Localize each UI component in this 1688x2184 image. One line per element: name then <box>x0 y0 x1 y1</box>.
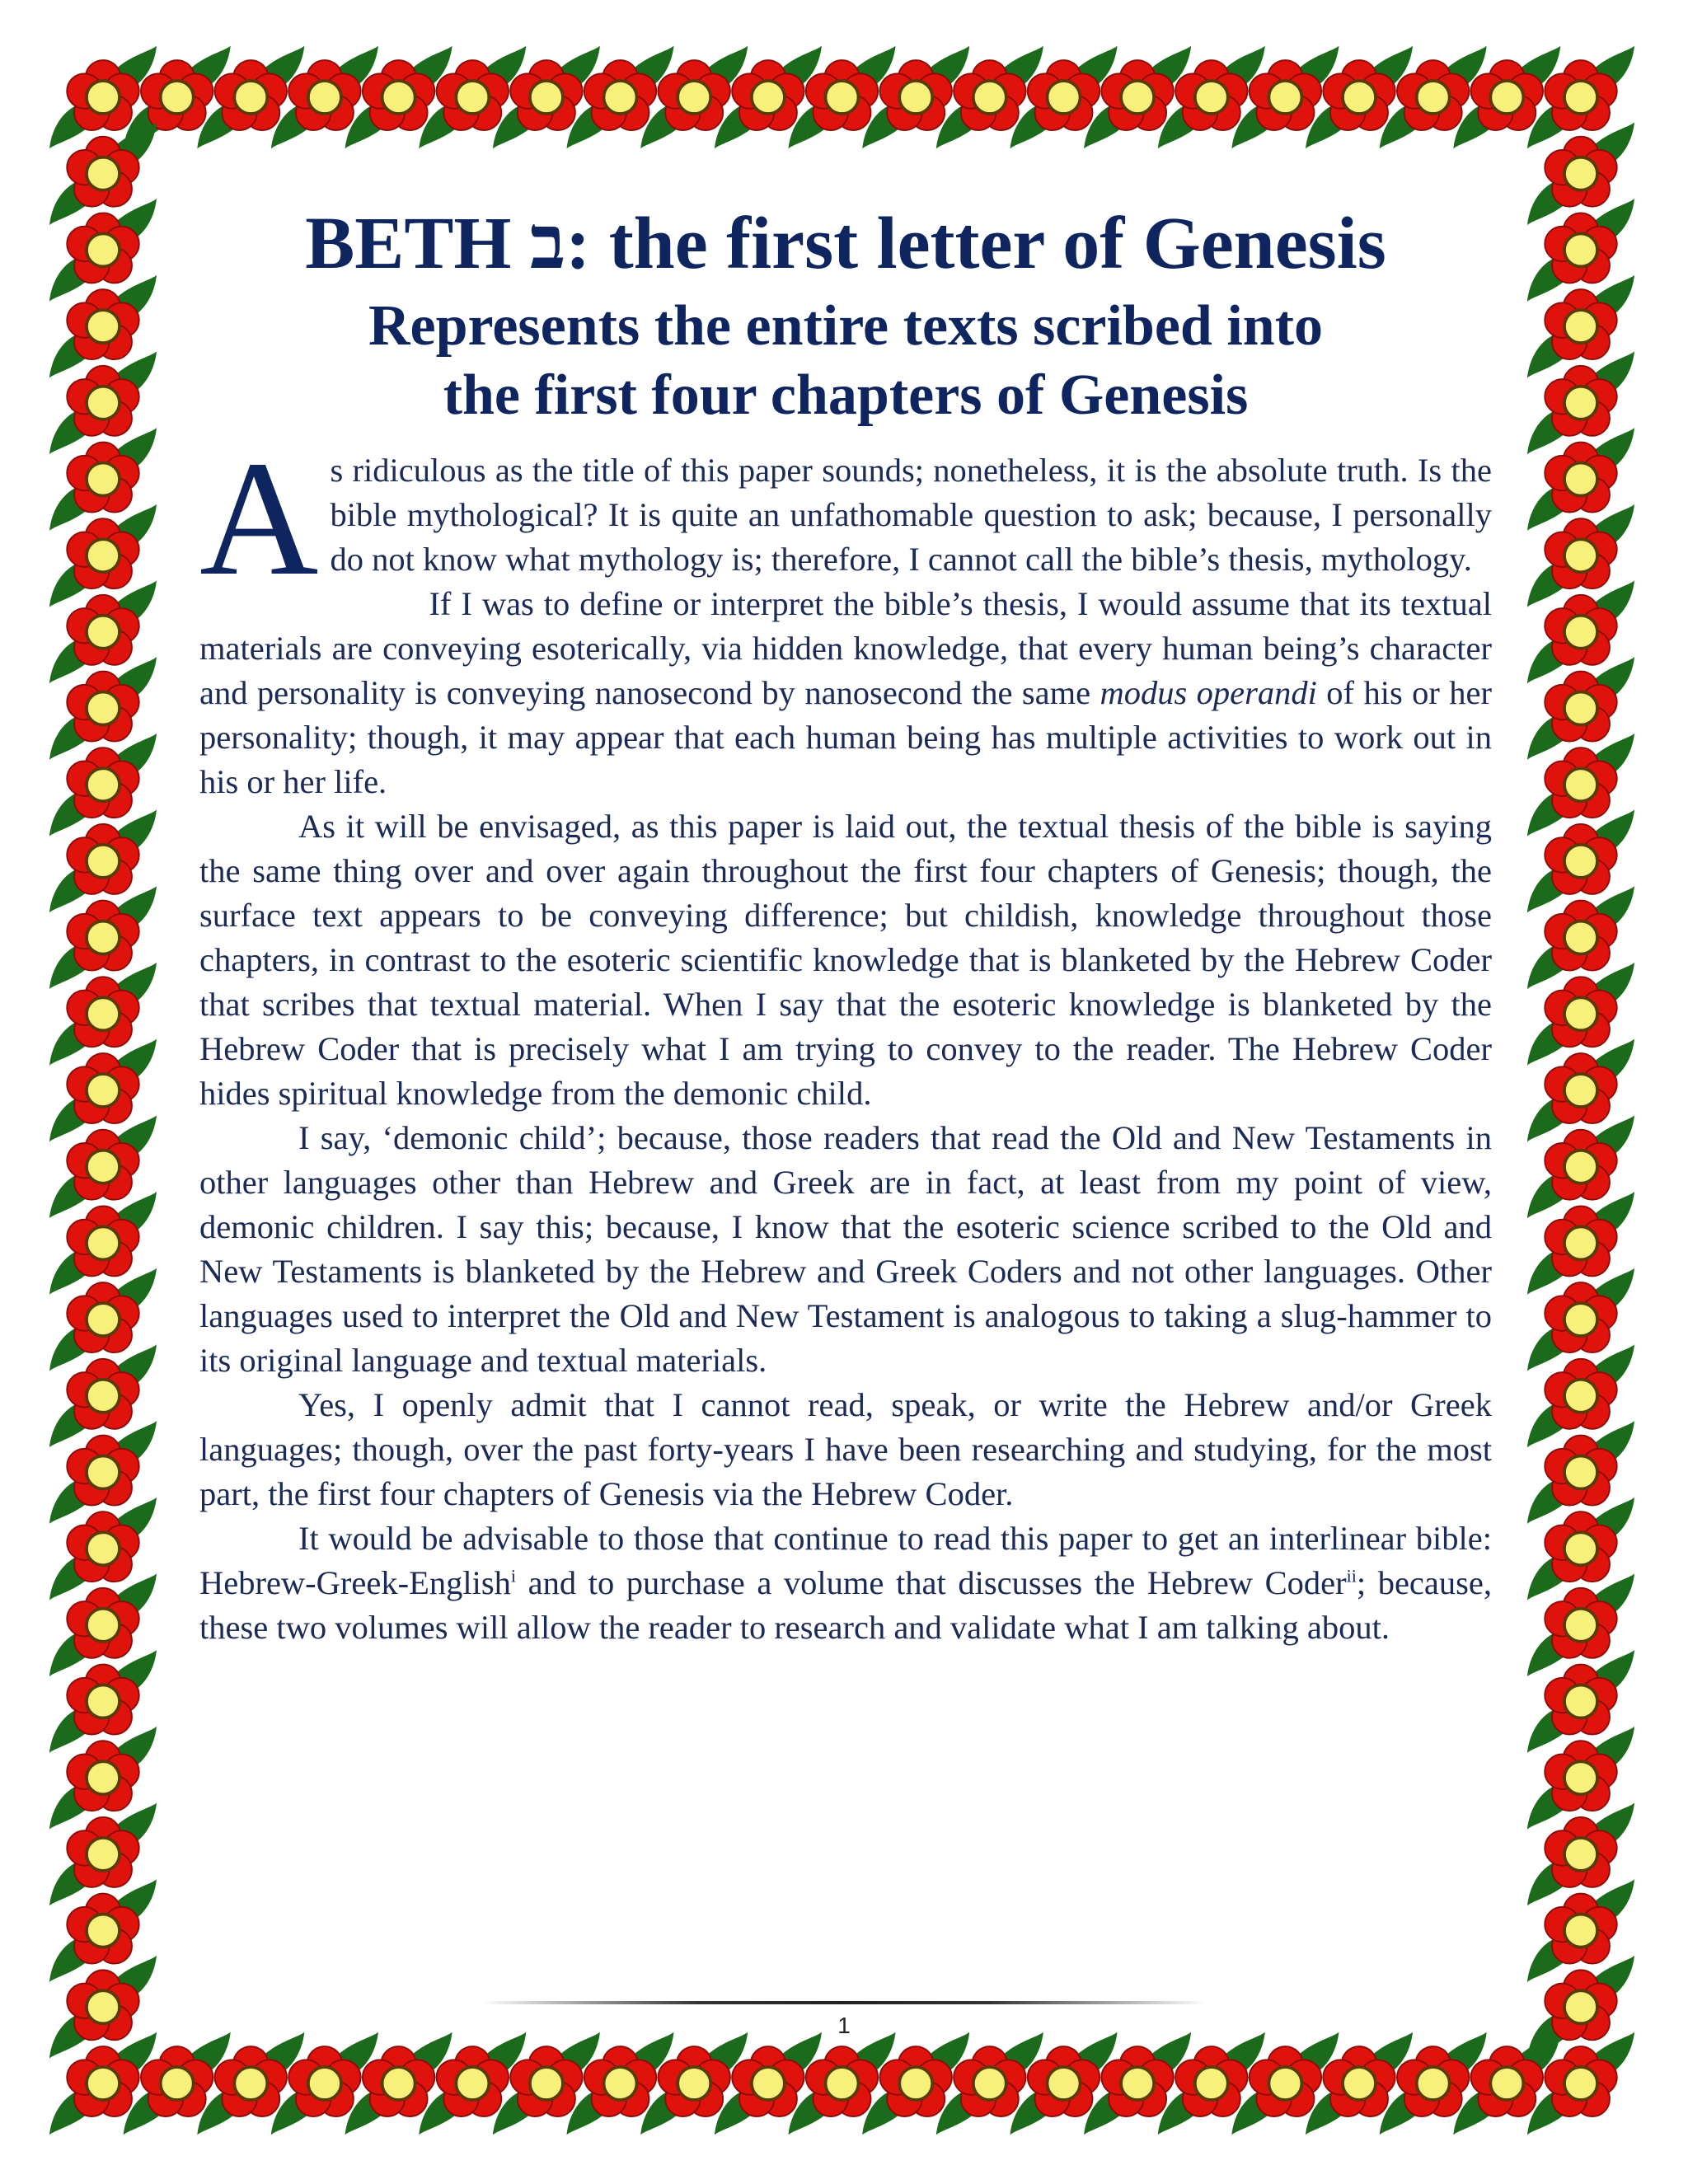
italic-phrase: modus operandi <box>1100 674 1317 711</box>
page-content <box>199 203 1492 1650</box>
endnote-ref-2[interactable]: ii <box>1346 1565 1357 1586</box>
paragraph-3: As it will be envisaged, as this paper is laid out, the textual thesis of the bible is saying the same thing over and over again throughout the first four chapters of Genesis; though, the surface text appears to be conveying difference; but childish, knowledge throughout those chapters, in contrast to the esoteric scientific knowledge that is blanketed by the Hebrew Coder that scribes that textual material. When I say that the esoteric knowledge is blanketed by the Hebrew Coder that is precisely what I am trying to convey to the reader. The Hebrew Coder hides spiritual knowledge from the demonic child. <box>199 808 1492 1112</box>
paragraph-1 <box>199 428 1492 610</box>
endnote-ref-1[interactable]: i <box>510 1565 516 1586</box>
page-subtitle <box>199 292 1492 430</box>
paragraph-6-text-b: and to purchase a volume that discusses the Hebrew Coder <box>515 1564 1347 1601</box>
subtitle-line-2: the first four chapters of Genesis <box>443 363 1249 427</box>
subtitle-line-1: Represents the entire texts scribed into <box>368 294 1324 358</box>
page-title: BETH ב: the first letter of Genesis <box>305 203 1386 284</box>
paragraph-6-text-a: It would be advisable to those that continue to read this paper to get an interlinear bible: Hebrew-Greek-English <box>199 1520 1492 1601</box>
paragraph-4: I say, ‘demonic child’; because, those readers that read the Old and New Testaments in other languages other than Hebrew and Greek are in fact, at least from my point of view, demonic children. I say this; because, I know that the esoteric science scribed to the Old and New Testaments is blanketed by the Hebrew and Greek Coders and not other languages. Other languages used to interpret the Old and New Testament is analogous to taking a slug-hammer to its original language and textual materials. <box>199 1119 1492 1379</box>
footer-divider <box>481 2001 1207 2004</box>
paragraph-6-text-c: ; because, these two volumes will allow the reader to research and validate what I am talking about. <box>199 1564 1492 1646</box>
page-number: 1 <box>837 2013 851 2038</box>
paragraph-2 <box>199 582 1492 804</box>
paragraph-2-text-b: of his or her personality; though, it may appear that each human being has multiple activities to work out in his or her life. <box>199 674 1493 800</box>
drop-cap: A <box>199 428 319 610</box>
paragraph-6 <box>199 1516 1492 1650</box>
paragraph-2-text-a: If I was to define or interpret the bible’s thesis, I would assume that its textual materials are conveying esoterically, via hidden knowledge, that every human being’s character and personality is conveying nanosecond by nanosecond the same <box>199 585 1492 711</box>
body-text <box>199 428 1493 1650</box>
paragraph-5: Yes, I openly admit that I cannot read, speak, or write the Hebrew and/or Greek languages; though, over the past forty-years I have been researching and studying, for the most part, the first four chapters of Genesis via the Hebrew Coder. <box>199 1386 1492 1512</box>
paragraph-1-text: s ridiculous as the title of this paper sounds; nonetheless, it is the absolute truth. Is the bible mythological? It is quite an unfathomable question to ask; because, I personally do not know what mythology is; therefore, I cannot call the bible’s thesis, mythology. <box>330 452 1492 578</box>
